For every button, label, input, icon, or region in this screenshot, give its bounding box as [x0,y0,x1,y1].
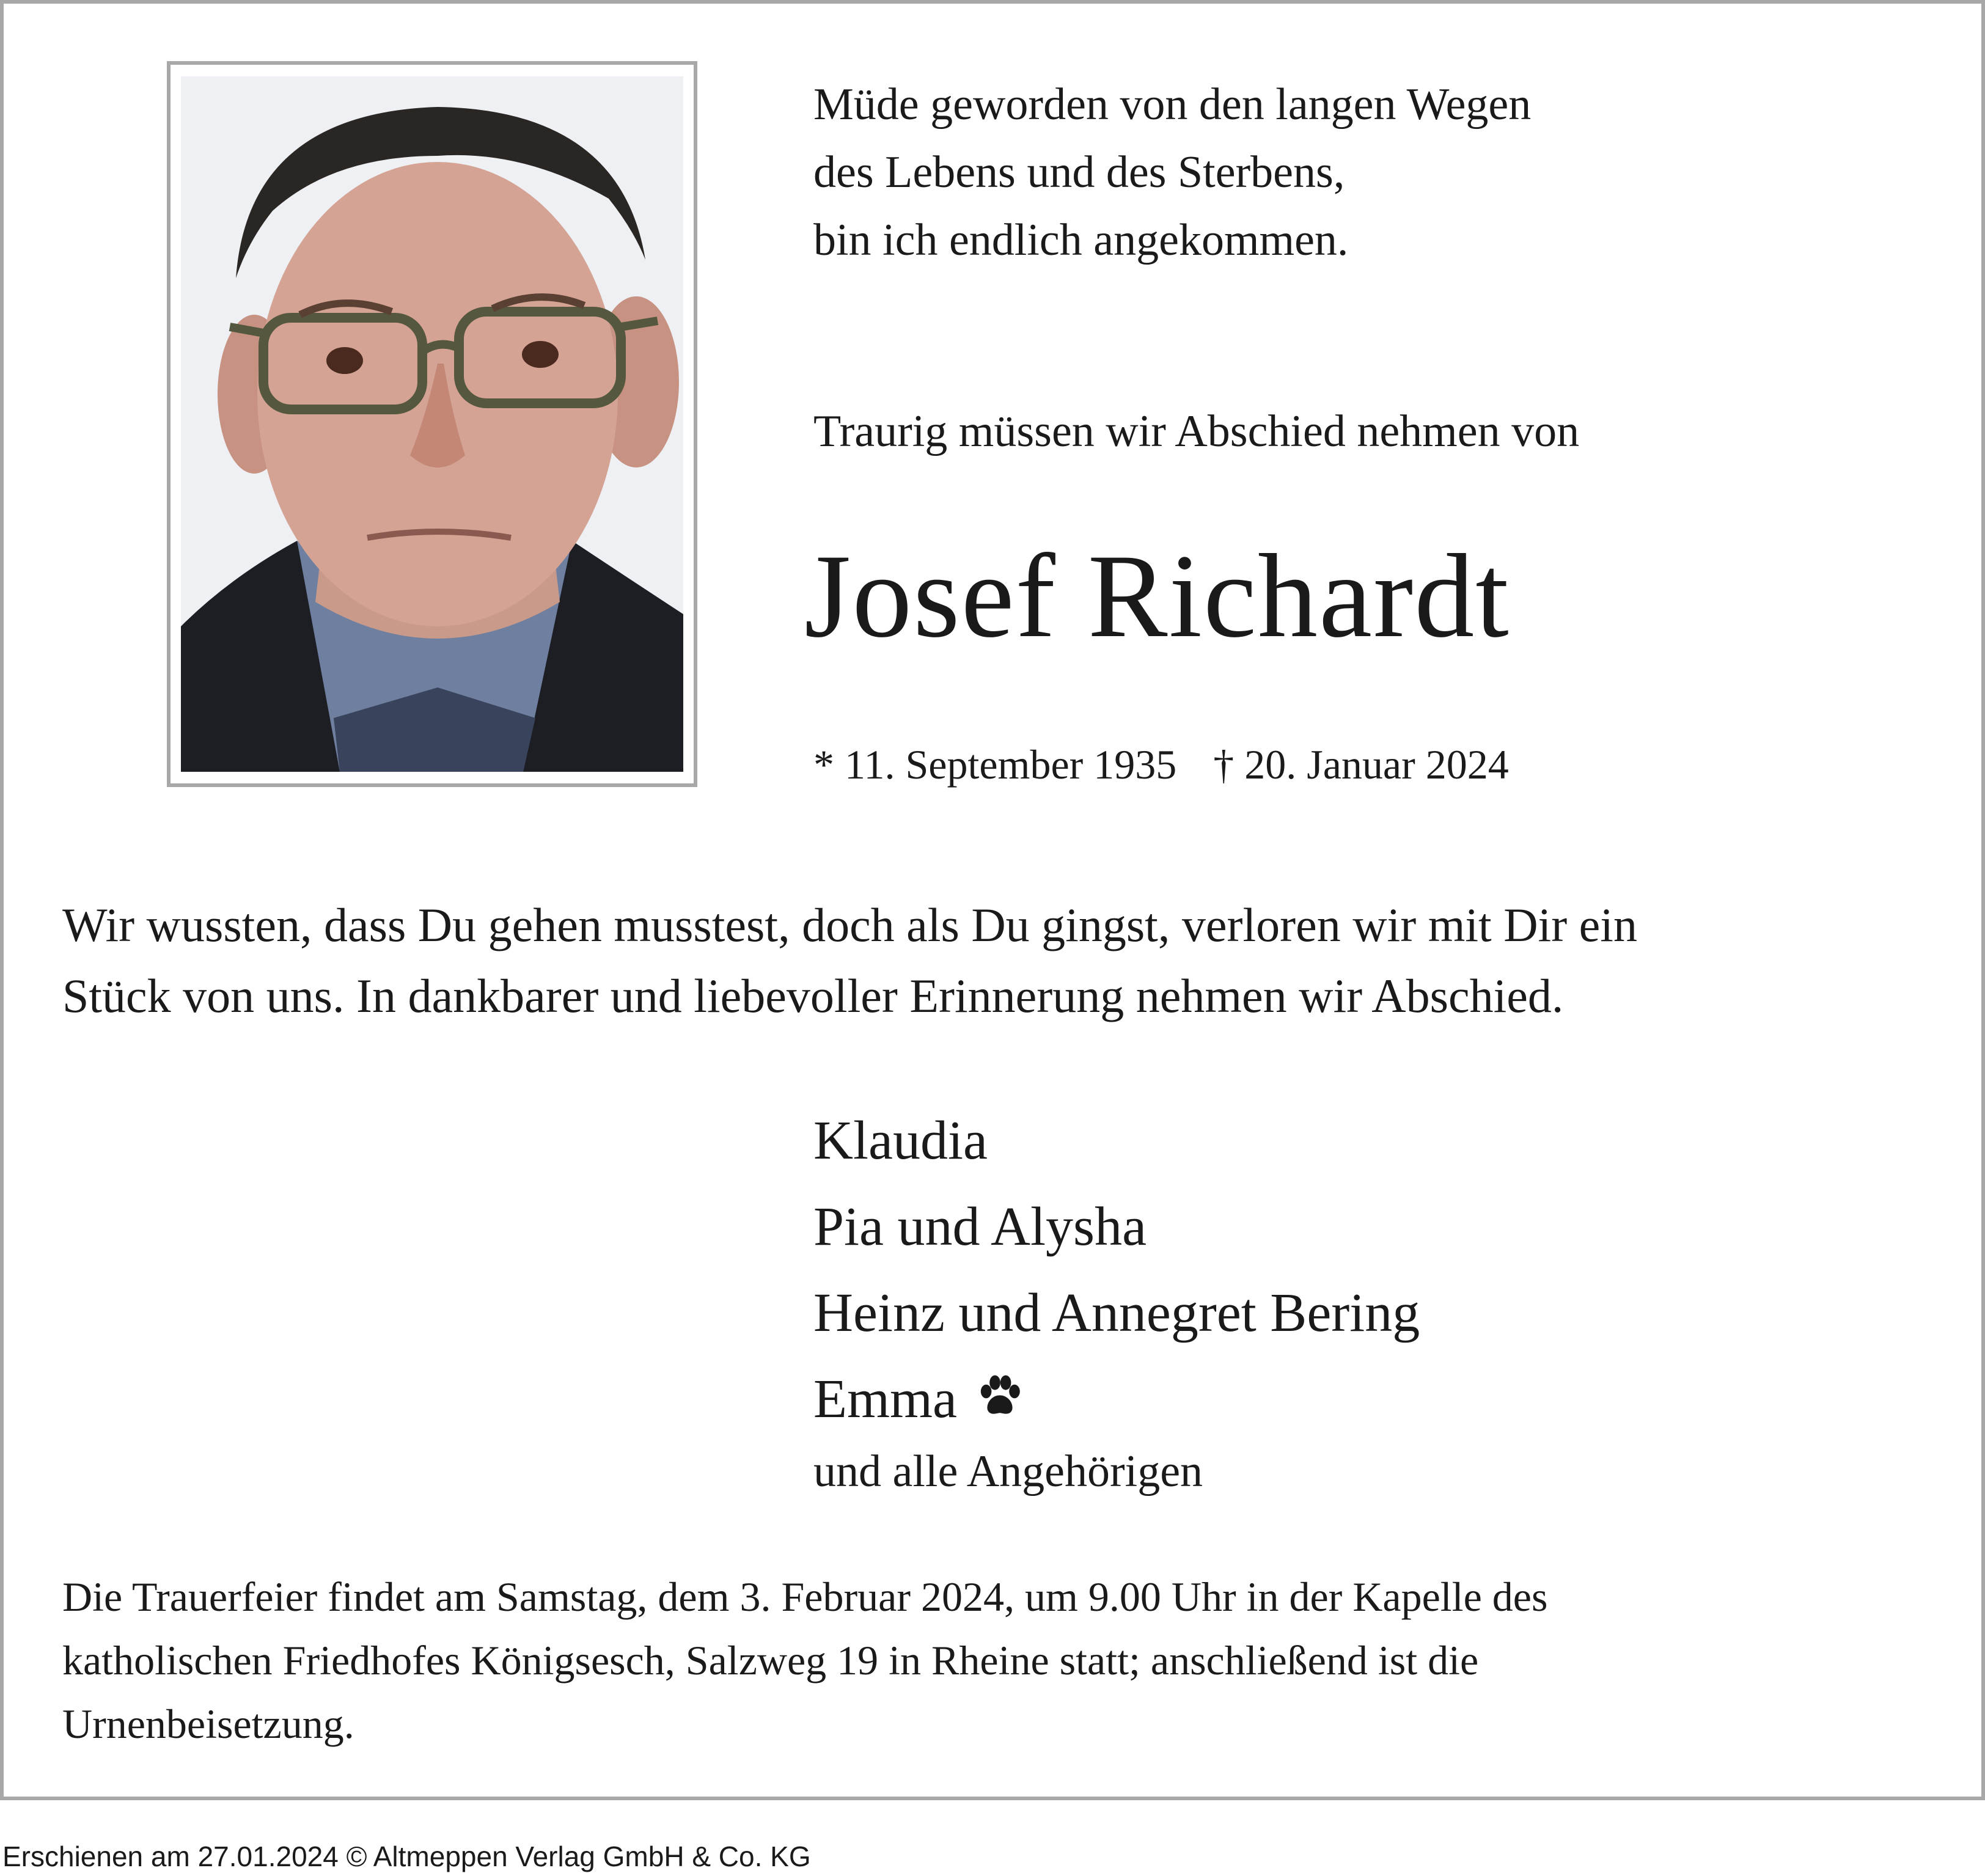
farewell-intro: Traurig müssen wir Abschied nehmen von [813,406,1580,456]
mourners-list [813,1097,1420,1442]
message-line: Wir wussten, dass Du gehen musstest, doch als Du gingst, verloren wir mit Dir ein [62,898,1637,951]
paw-icon [975,1360,1024,1409]
funeral-service-info [62,1565,1547,1756]
poem-line: bin ich endlich angekommen. [813,215,1349,265]
service-line: Urnenbeisetzung. [62,1701,354,1747]
mourner-name: Heinz und Annegret Bering [813,1283,1420,1343]
publication-footer: Erschienen am 27.01.2024 © Altmeppen Verlag GmbH & Co. KG [2,1841,811,1872]
deceased-name: Josef Richardt [804,530,1510,662]
mourner-row-pet [813,1356,1420,1442]
poem [813,71,1531,274]
portrait-illustration [181,76,683,772]
relatives-line: und alle Angehörigen [813,1446,1203,1497]
birth-date: * 11. September 1935 [813,741,1177,788]
mourner-name: Pia und Alysha [813,1196,1147,1257]
death-date: † 20. Januar 2024 [1213,741,1509,788]
remembrance-message [62,890,1637,1031]
poem-line: Müde geworden von den langen Wegen [813,79,1532,130]
portrait-photo [181,76,683,772]
mourner-name: Emma [813,1369,957,1429]
service-line: katholischen Friedhofes Königsesch, Salzweg 19 in Rheine statt; anschließend ist die [62,1637,1479,1684]
life-dates [813,734,1509,795]
message-line: Stück von uns. In dankbarer und liebevoller Erinnerung nehmen wir Abschied. [62,969,1564,1022]
poem-line: des Lebens und des Sterbens, [813,147,1345,197]
mourner-name: Klaudia [813,1110,988,1171]
portrait-frame [167,61,697,787]
service-line: Die Trauerfeier findet am Samstag, dem 3. Februar 2024, um 9.00 Uhr in der Kapelle des [62,1574,1548,1620]
